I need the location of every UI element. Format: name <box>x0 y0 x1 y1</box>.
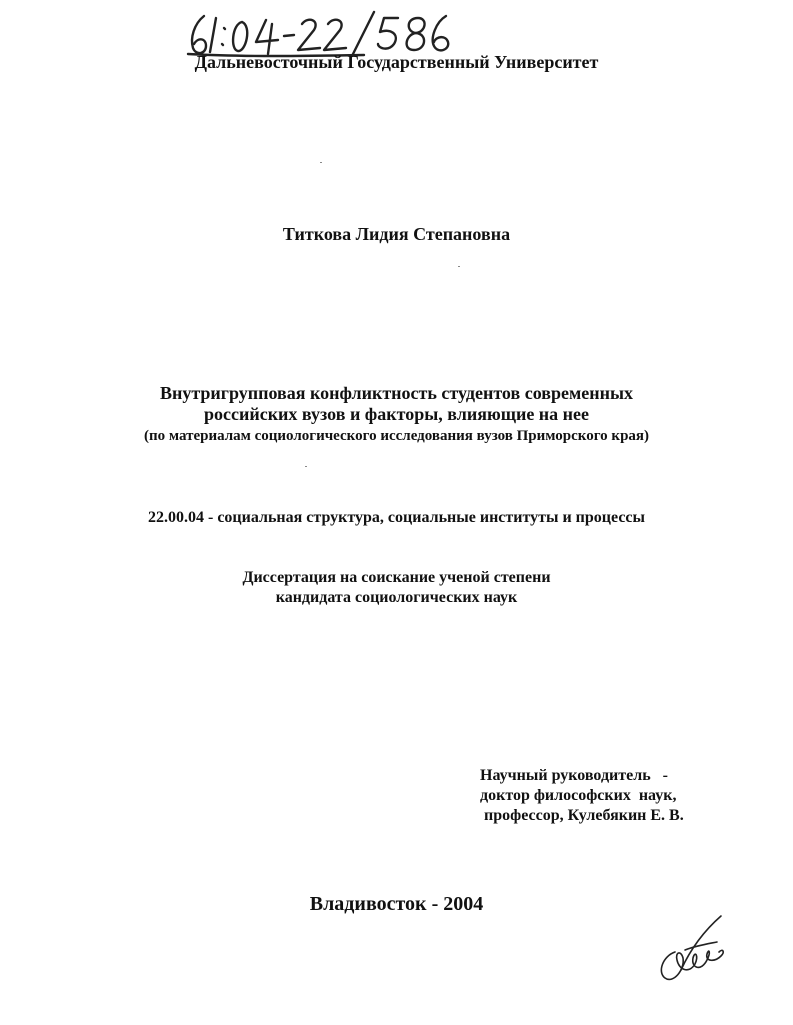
degree-line2: кандидата социологических наук <box>275 589 518 606</box>
signature-icon <box>655 912 730 987</box>
university-name: Дальневосточный Государственный Университет <box>194 52 599 72</box>
dissertation-title-line1: Внутригрупповая конфликтность студентов современных <box>159 383 634 403</box>
supervisor-line2: доктор философских наук, <box>480 787 677 804</box>
scan-speck <box>305 466 307 467</box>
city-year: Владивосток - 2004 <box>309 893 484 915</box>
author-name: Титкова Лидия Степановна <box>282 224 511 244</box>
scan-speck <box>458 266 460 267</box>
supervisor-line3: профессор, Кулебякин Е. В. <box>480 807 684 824</box>
dissertation-title-line2: российских вузов и факторы, влияющие на нее <box>203 404 590 424</box>
degree-line1: Диссертация на соискание ученой степени <box>242 569 551 586</box>
scan-speck <box>320 162 322 163</box>
dissertation-subtitle: (по материалам социологического исследования вузов Приморского края) <box>143 428 650 444</box>
supervisor-line1: Научный руководитель - <box>480 767 668 784</box>
handwritten-catalog-number <box>184 4 454 59</box>
specialty-code: 22.00.04 - социальная структура, социальные институты и процессы <box>147 509 646 526</box>
